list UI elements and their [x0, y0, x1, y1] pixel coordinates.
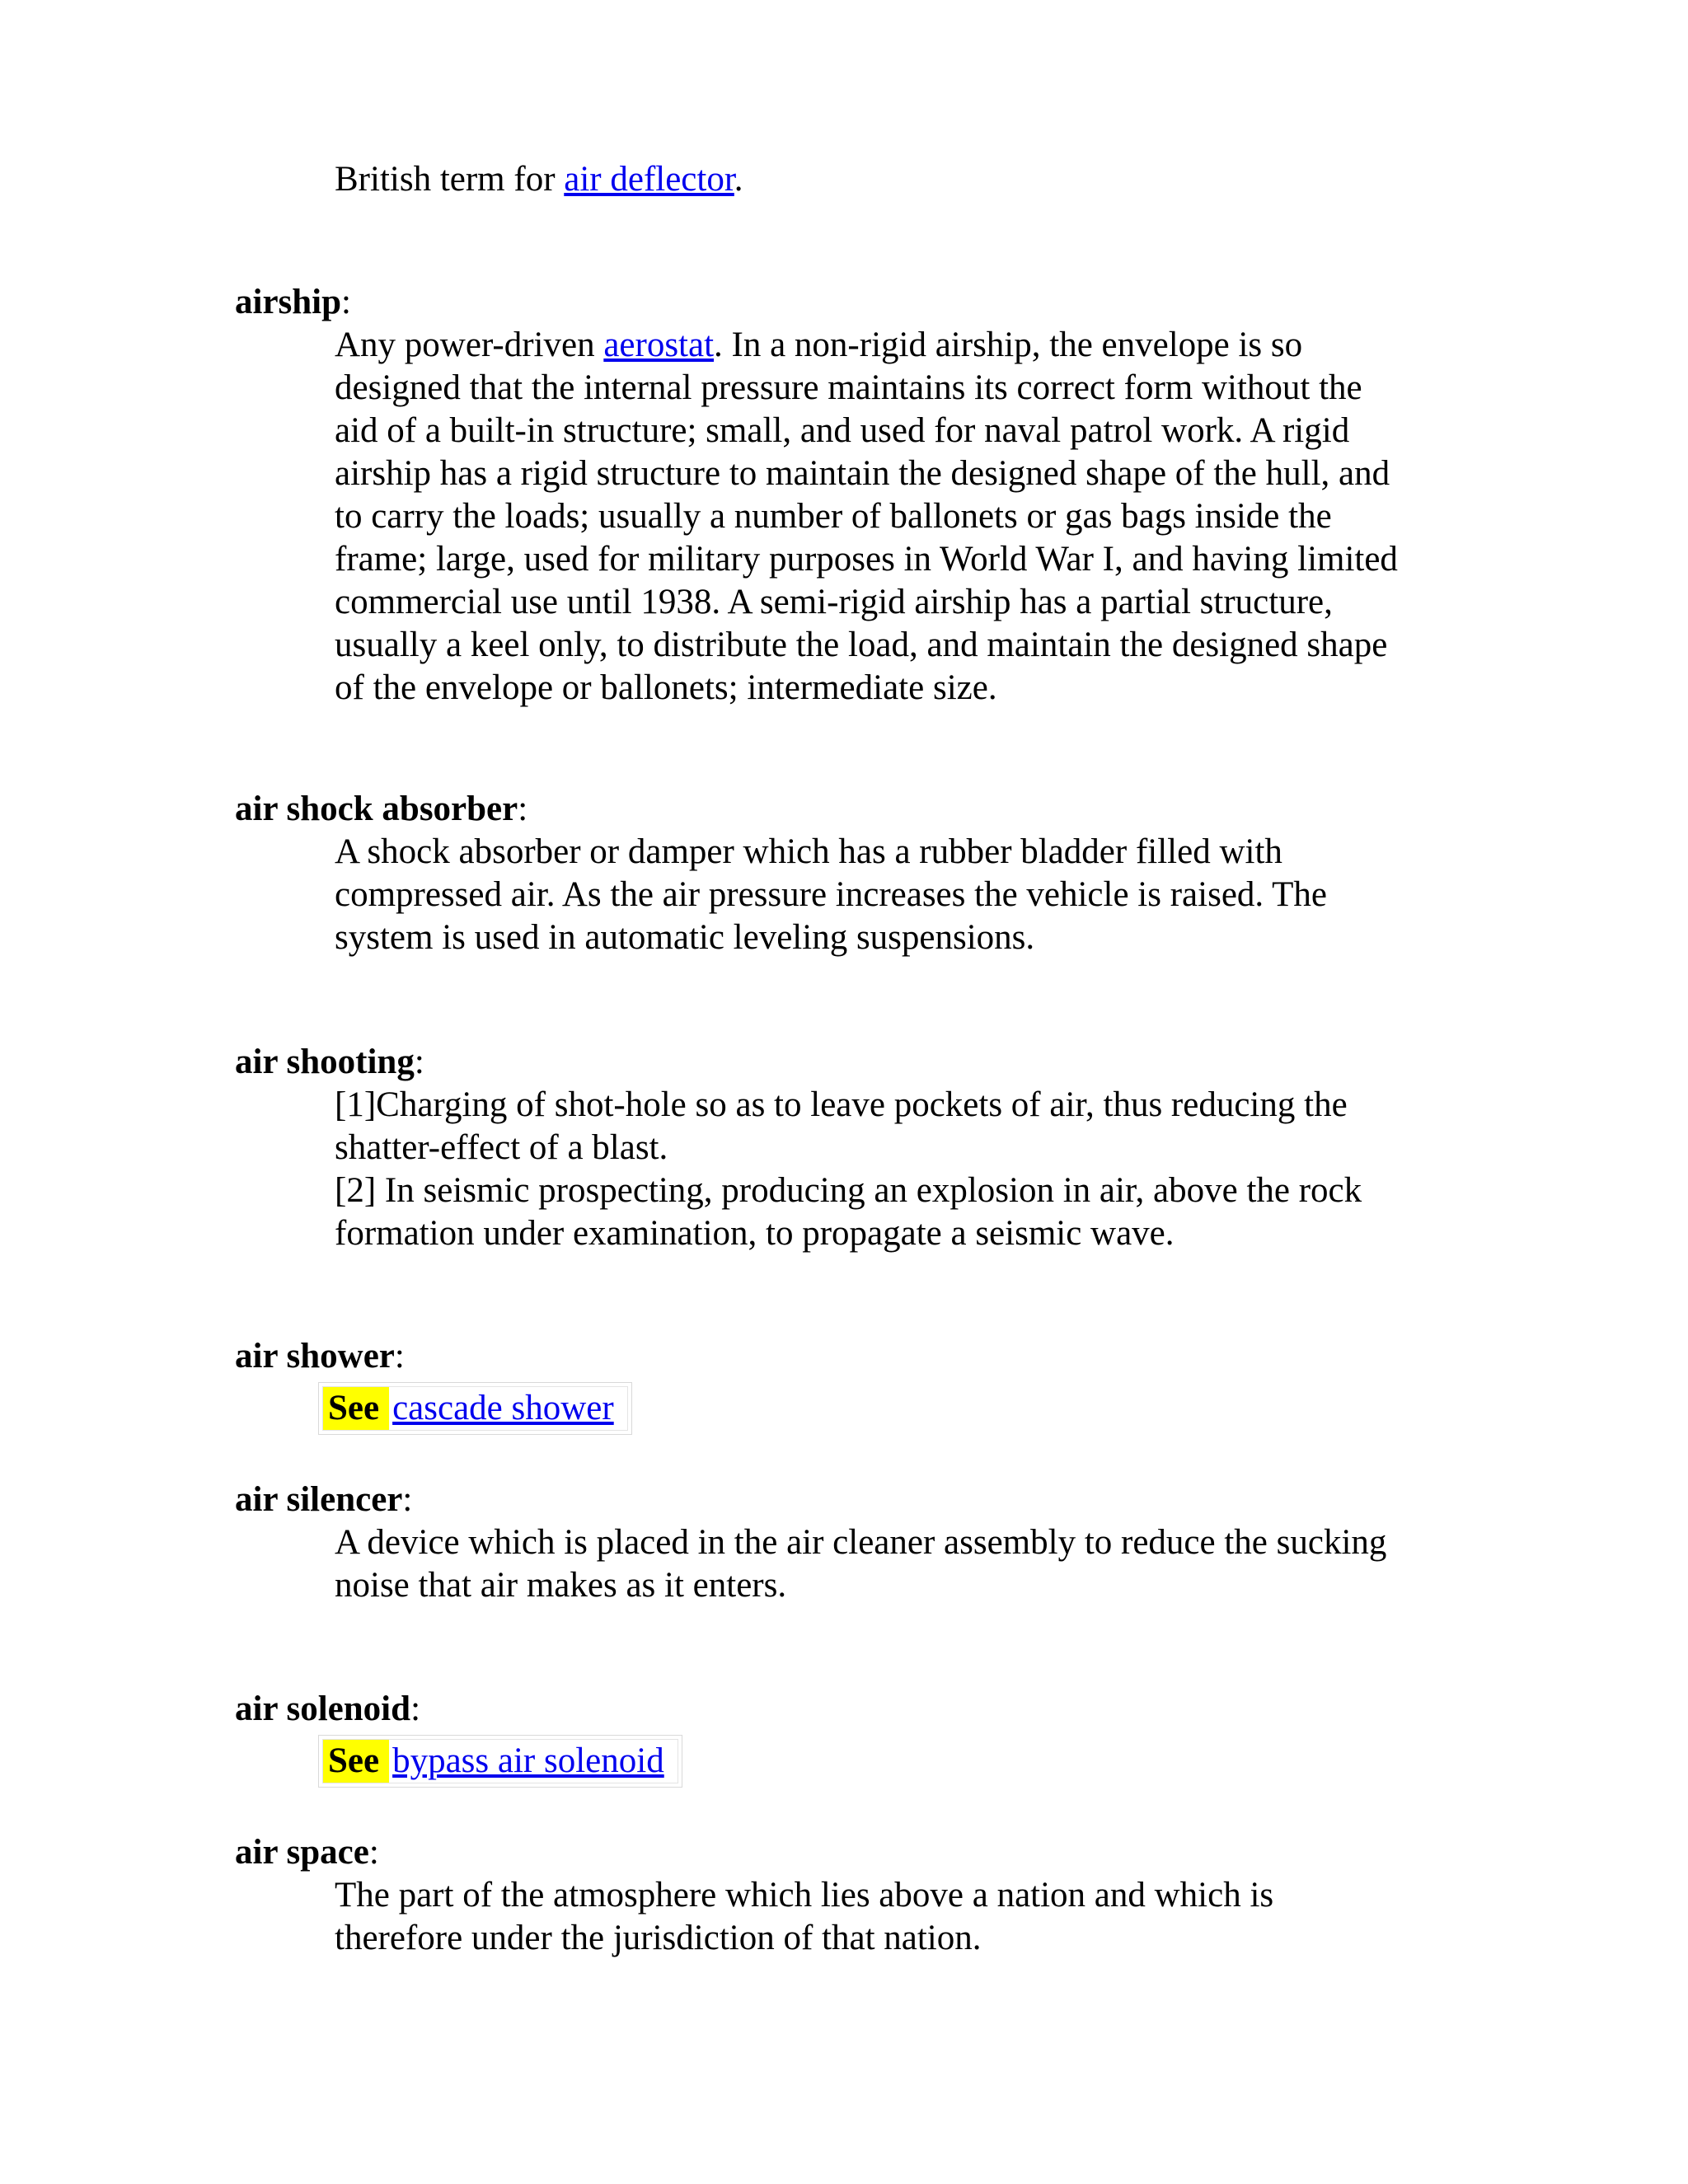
intro-prefix: British term for — [335, 160, 565, 199]
definition-line: formation under examination, to propagate a seismic wave. — [335, 1214, 1175, 1253]
term-air-shower — [235, 1335, 405, 1378]
term-colon: : — [518, 790, 528, 828]
term-label: air shock absorber — [235, 790, 518, 828]
term-label: air silencer — [235, 1480, 403, 1519]
definition-line: commercial use until 1938. A semi-rigid airship has a partial structure, — [335, 583, 1333, 621]
definition-air-shooting — [335, 1084, 1472, 1255]
term-airship — [235, 281, 351, 324]
term-air-shock-absorber — [235, 788, 528, 831]
term-colon: : — [414, 1043, 424, 1081]
term-air-silencer — [235, 1479, 412, 1521]
definition-line: of the envelope or ballonets; intermediate size. — [335, 668, 997, 707]
definition-line: noise that air makes as it enters. — [335, 1566, 787, 1605]
term-colon: : — [368, 1833, 379, 1872]
definition-line: system is used in automatic leveling suspensions. — [335, 918, 1035, 957]
definition-line — [335, 324, 1472, 367]
see-label: See — [323, 1740, 389, 1783]
definition-line: [1]Charging of shot-hole so as to leave pockets of air, thus reducing the — [335, 1085, 1348, 1124]
definition-line: A shock absorber or damper which has a rubber bladder filled with — [335, 832, 1282, 871]
term-colon: : — [394, 1337, 405, 1376]
see-also-box — [318, 1735, 682, 1788]
definition-line: The part of the atmosphere which lies above a nation and which is — [335, 1876, 1274, 1915]
link-bypass-air-solenoid[interactable]: bypass air solenoid — [392, 1741, 664, 1780]
term-colon: : — [402, 1480, 413, 1519]
definition-line: [2] In seismic prospecting, producing an explosion in air, above the rock — [335, 1171, 1362, 1210]
term-air-space — [235, 1831, 379, 1874]
intro-line — [335, 158, 1472, 201]
term-label: air shower — [235, 1337, 395, 1376]
link-air-deflector[interactable]: air deflector — [564, 160, 734, 199]
definition-line: usually a keel only, to distribute the load, and maintain the designed shape — [335, 626, 1388, 664]
definition-line: A device which is placed in the air cleaner assembly to reduce the sucking — [335, 1523, 1387, 1562]
see-label: See — [323, 1387, 389, 1430]
term-air-solenoid — [235, 1688, 420, 1731]
term-label: air solenoid — [235, 1690, 411, 1728]
term-label: air space — [235, 1833, 369, 1872]
definition-line: to carry the loads; usually a number of ballonets or gas bags inside the — [335, 497, 1332, 536]
definition-air-shock-absorber — [335, 831, 1472, 959]
definition-line: airship has a rigid structure to maintain the designed shape of the hull, and — [335, 454, 1390, 493]
term-label: airship — [235, 283, 342, 321]
definition-air-space — [335, 1874, 1472, 1960]
definition-line: frame; large, used for military purposes in World War I, and having limited — [335, 540, 1398, 579]
definition-text: . In a non-rigid airship, the envelope is so — [714, 326, 1303, 364]
link-aerostat[interactable]: aerostat — [603, 326, 715, 364]
term-air-shooting — [235, 1041, 424, 1084]
intro-suffix: . — [734, 160, 743, 199]
definition-line: shatter-effect of a blast. — [335, 1128, 668, 1167]
link-cascade-shower[interactable]: cascade shower — [392, 1389, 614, 1427]
term-colon: : — [410, 1690, 421, 1728]
see-also-inner — [322, 1386, 628, 1431]
term-label: air shooting — [235, 1043, 415, 1081]
definition-air-silencer — [335, 1521, 1472, 1607]
see-also-inner — [322, 1739, 678, 1783]
term-colon: : — [341, 283, 351, 321]
definition-line: compressed air. As the air pressure increases the vehicle is raised. The — [335, 875, 1327, 914]
definition-line: designed that the internal pressure maintains its correct form without the — [335, 368, 1362, 407]
definition-line: therefore under the jurisdiction of that nation. — [335, 1919, 982, 1957]
intro-definition — [335, 158, 1472, 201]
definition-line: aid of a built-in structure; small, and used for naval patrol work. A rigid — [335, 411, 1350, 450]
definition-text: Any power-driven — [335, 326, 604, 364]
definition-airship — [335, 324, 1472, 710]
see-also-box — [318, 1382, 632, 1435]
